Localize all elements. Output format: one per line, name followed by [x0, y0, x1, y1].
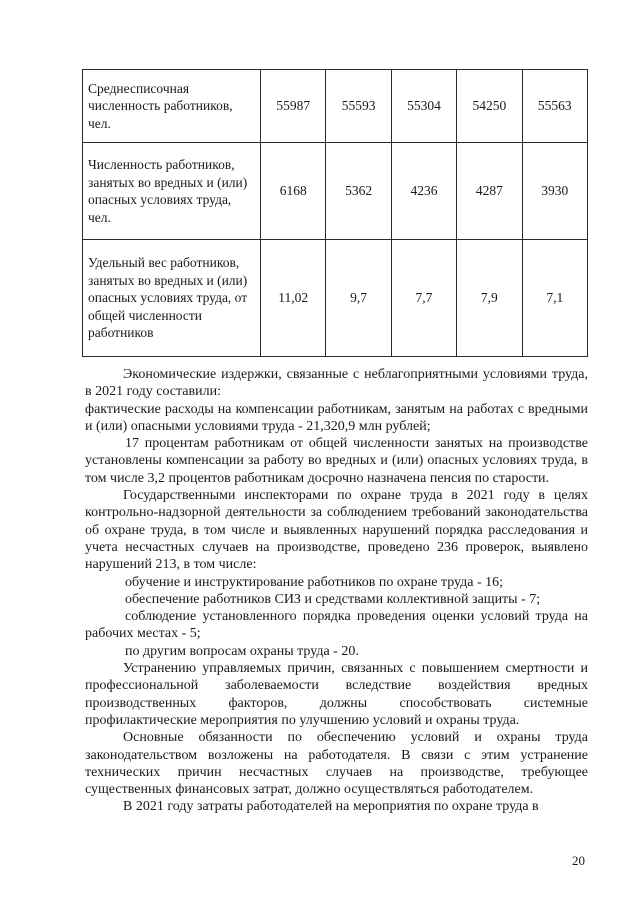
paragraph-employer-duties: Основные обязанности по обеспечению условий и охраны труда законодательством возложены на работодателя. В связи с этим устранение технических причин несчастных случаев на производстве, требующее существенных финансовых затрат, должно осуществляться работодателем.	[85, 730, 588, 798]
violations-list	[85, 574, 588, 660]
table-cell: 7,1	[522, 240, 587, 357]
table-cell: 4236	[391, 143, 456, 240]
table-row	[83, 70, 588, 143]
paragraph-compensation-share: 17 процентам работникам от общей численности занятых на производстве установлены компенсации за работу во вредных и (или) опасных условиях труда, в том числе 3,2 процентов работникам досрочно назначена пенсия по старости.	[85, 436, 588, 486]
table-cell: 7,9	[457, 240, 522, 357]
list-item: обеспечение работников СИЗ и средствами коллективной защиты - 7;	[125, 591, 541, 607]
list-item: соблюдение установленного порядка проведения оценки условий труда на рабочих местах - 5;	[85, 609, 588, 642]
list-item: по другим вопросам охраны труда - 20.	[125, 643, 359, 659]
table-row	[83, 143, 588, 240]
paragraph-costs-intro: Экономические издержки, связанные с неблагоприятными условиями труда, в 2021 году составили:	[85, 367, 588, 400]
row-label: Численность работников, занятых во вредных и (или) опасных условиях труда, чел.	[83, 143, 261, 240]
table-cell: 55304	[391, 70, 456, 143]
table-cell: 4287	[457, 143, 522, 240]
table-cell: 54250	[457, 70, 522, 143]
table-cell: 6168	[261, 143, 326, 240]
body-text	[85, 366, 588, 816]
table-cell: 3930	[522, 143, 587, 240]
table-cell: 55593	[326, 70, 391, 143]
paragraph-employer-costs: В 2021 году затраты работодателей на мероприятия по охране труда в	[123, 799, 539, 815]
paragraph-inspections: Государственными инспекторами по охране труда в 2021 году в целях контрольно-надзорной деятельности за соблюдением требований законодательства об охране труда, в том числе и выявленных нарушений порядка расследования и учета несчастных случаев на производстве, проведено 236 проверок, выявлено нарушений 213, в том числе:	[85, 488, 588, 573]
table-cell: 9,7	[326, 240, 391, 357]
row-label: Удельный вес работников, занятых во вредных и (или) опасных условиях труда, от общей численности работников	[83, 240, 261, 357]
table-row	[83, 240, 588, 357]
table-cell: 11,02	[261, 240, 326, 357]
table-cell: 5362	[326, 143, 391, 240]
paragraph-compensation-expenses: фактические расходы на компенсации работникам, занятым на работах с вредными и (или) опасными условиями труда - 21,320,9 млн рублей;	[85, 401, 588, 434]
row-label: Среднесписочная численность работников, чел.	[83, 70, 261, 143]
table-cell: 55987	[261, 70, 326, 143]
table-cell: 55563	[522, 70, 587, 143]
table-cell: 7,7	[391, 240, 456, 357]
paragraph-preventive-measures: Устранению управляемых причин, связанных с повышением смертности и профессиональной заболеваемости вследствие воздействия вредных производственных факторов, должны способствовать системные профилактические мероприятия по улучшению условий и охраны труда.	[85, 661, 588, 728]
statistics-table	[82, 69, 588, 357]
page-number: 20	[572, 853, 585, 868]
list-item: обучение и инструктирование работников по охране труда - 16;	[125, 574, 504, 590]
